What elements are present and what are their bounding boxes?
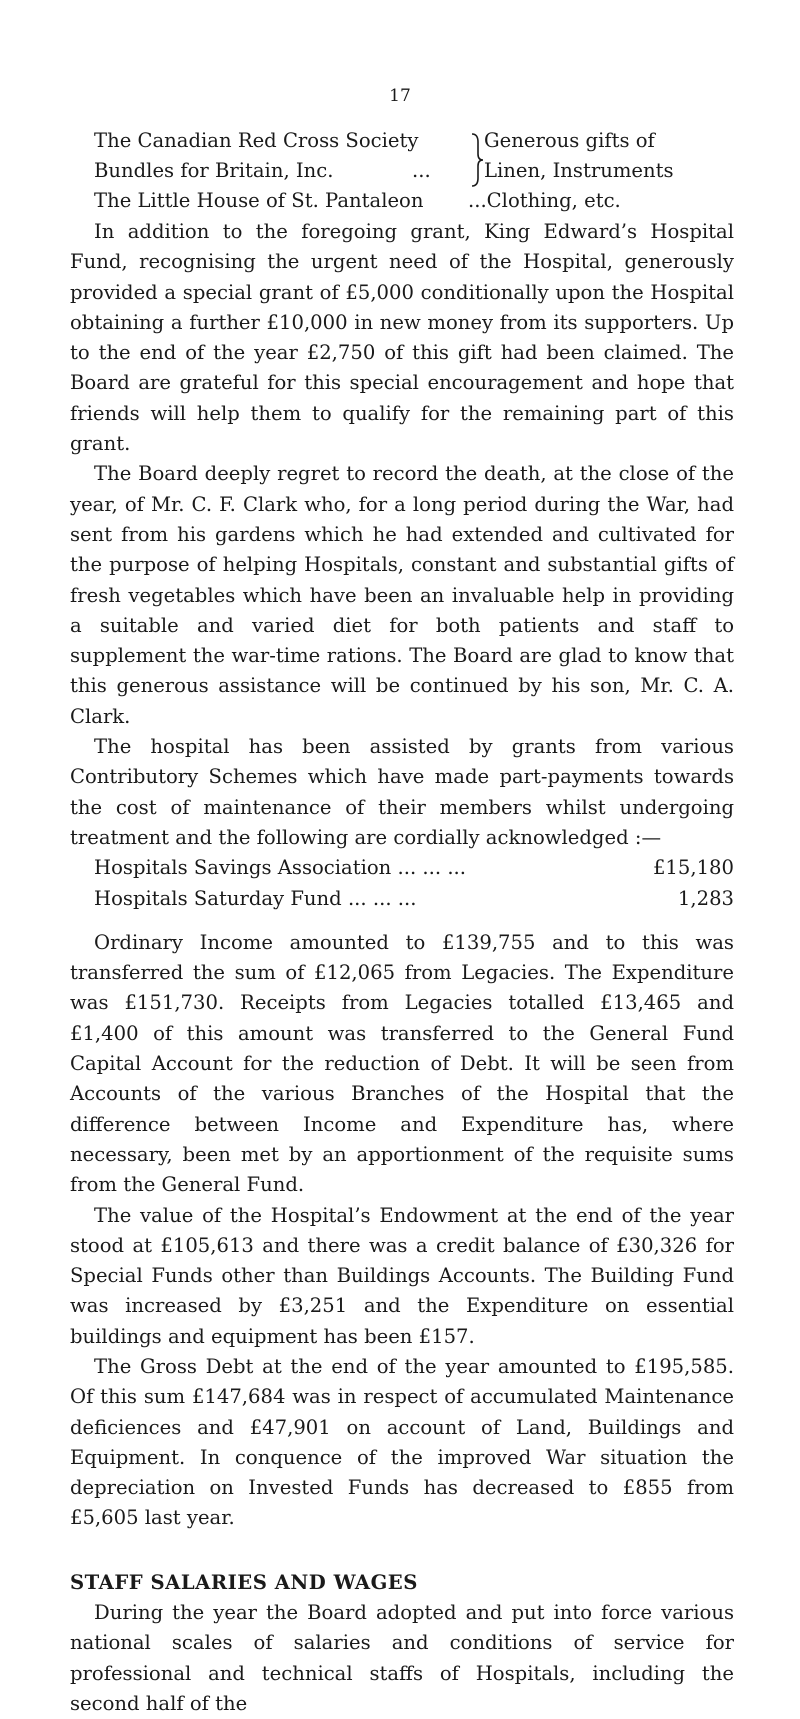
- donor-gift: Generous gifts of: [484, 129, 655, 152]
- donor-dots: ...: [412, 159, 431, 182]
- donor-name: Bundles for Britain, Inc.: [94, 159, 334, 182]
- fund-amount: 1,283: [677, 886, 734, 910]
- fund-amount: £15,180: [652, 856, 734, 880]
- donor-gift: Linen, Instruments: [484, 159, 674, 182]
- fund-name: Hospitals Saturday Fund ... ... ...: [94, 886, 417, 910]
- fund-table: [94, 853, 734, 914]
- paragraph: The Board deeply regret to record the death, at the close of the year, of Mr. C. F. Clark who, for a long period during the War, had sent from his gardens which he had extended and cultivated for the purpose of helping Hospitals, constant and substantial gifts of fresh vegetables which have been an invaluable help in providing a suitable and varied diet for both patients and staff to supplement the war-time rations. The Board are glad to know that this generous assistance will be continued by his son, Mr. C. A. Clark.: [70, 462, 734, 728]
- paragraph: Ordinary Income amounted to £139,755 and to this was transferred the sum of £12,065 from Legacies. The Expenditure was £151,730. Receipts from Legacies totalled £13,465 and £1,400 of this amount was transferred to the General Fund Capital Account for the reduction of Debt. It will be seen from Accounts of the various Branches of the Hospital that the difference between Income and Expenditure has, where necessary, been met by an apportionment of the requisite sums from the General Fund.: [70, 930, 734, 1197]
- donor-list: [70, 126, 734, 217]
- brace-icon: [470, 132, 484, 188]
- paragraph: In addition to the foregoing grant, King Edward’s Hospital Fund, recognising the urgent need of the Hospital, generously provided a special grant of £5,000 conditionally upon the Hospital obtaining a further £10,000 in new money from its supporters. Up to the end of the year £2,750 of this gift had been claimed. The Board are grateful for this special encouragement and hope that friends will help them to qualify for the remaining part of this grant.: [70, 220, 734, 456]
- fund-name: Hospitals Savings Association ... ... ...: [94, 856, 467, 880]
- donor-name: The Canadian Red Cross Society: [94, 129, 419, 152]
- donor-gift: ...Clothing, etc.: [468, 189, 621, 212]
- paragraph: During the year the Board adopted and put into force various national scales of salaries and conditions of service for professional and technical staffs of Hospitals, including the second half of the: [70, 1601, 734, 1715]
- paragraph: The Gross Debt at the end of the year amounted to £195,585. Of this sum £147,684 was in respect of accumulated Maintenance deficiences and £47,901 on account of Land, Buildings and Equipment. In conquence of the improved War situation the depreciation on Invested Funds has decreased to £855 from £5,605 last year.: [70, 1354, 734, 1530]
- section-heading: STAFF SALARIES AND WAGES: [70, 1570, 418, 1594]
- paragraph: The hospital has been assisted by grants from various Contributory Schemes which have made part-payments towards the cost of maintenance of their members whilst undergoing treatment and the following are cordially acknowledged :—: [70, 735, 734, 849]
- fund-row: [94, 853, 734, 883]
- donor-name: The Little House of St. Pantaleon: [94, 189, 424, 212]
- fund-row: [94, 884, 734, 914]
- document-body: [70, 126, 734, 1719]
- paragraph: The value of the Hospital’s Endowment at the end of the year stood at £105,613 and there was a credit balance of £30,326 for Special Funds other than Buildings Accounts. The Building Fund was increased by £3,251 and the Expenditure on essential buildings and equipment has been £157.: [70, 1203, 734, 1348]
- page-number: 17: [389, 86, 411, 106]
